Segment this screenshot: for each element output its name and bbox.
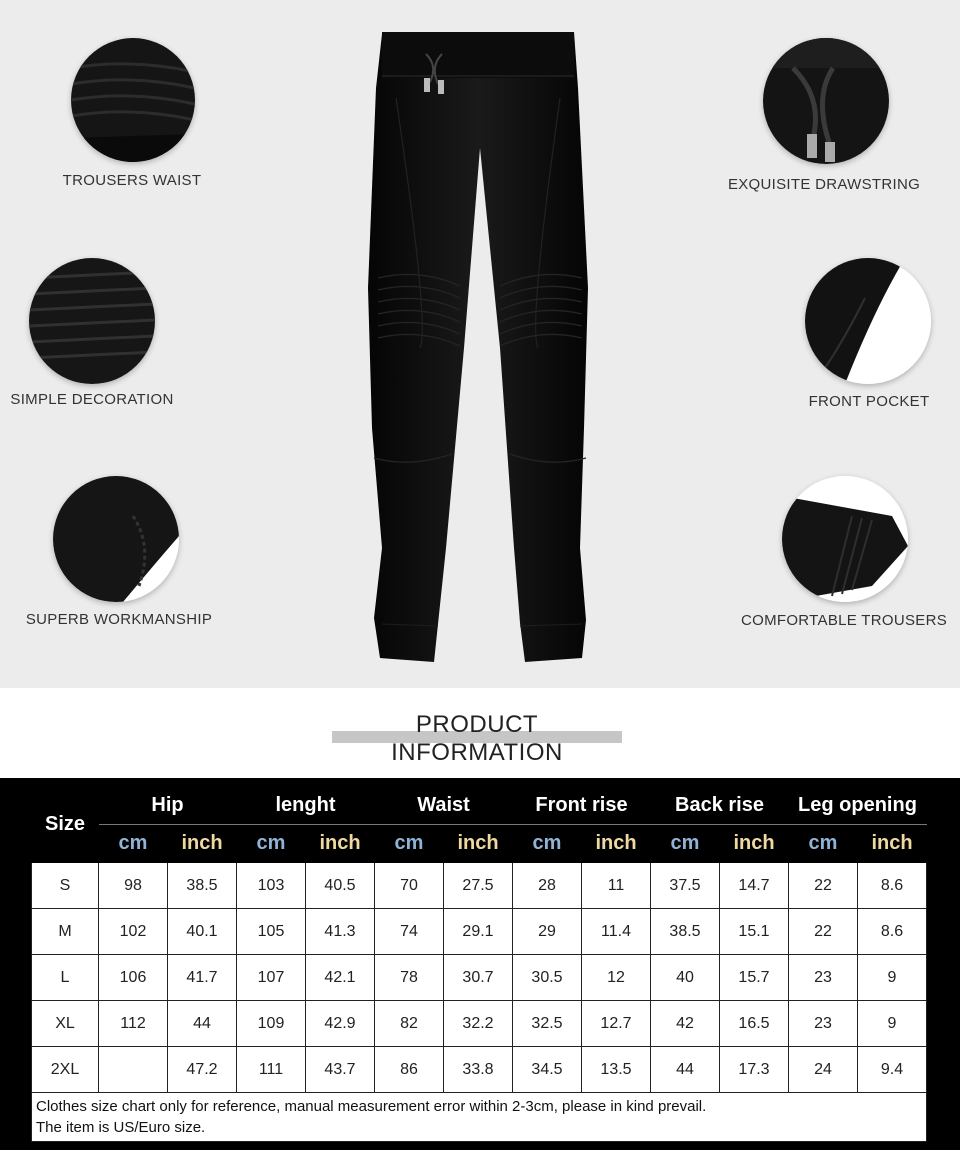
unit-cm: cm <box>375 825 444 863</box>
measurement-cell: 82 <box>375 1001 444 1047</box>
measurement-cell: 15.7 <box>720 955 789 1001</box>
measurement-cell: 9 <box>858 1001 927 1047</box>
unit-cm: cm <box>651 825 720 863</box>
measurement-cell: 86 <box>375 1047 444 1093</box>
unit-inch: inch <box>582 825 651 863</box>
note-row <box>32 1093 927 1142</box>
measurement-cell: 42.1 <box>306 955 375 1001</box>
measurement-cell: 17.3 <box>720 1047 789 1093</box>
size-chart-note <box>32 1093 927 1142</box>
group-header-back-rise: Back rise <box>651 787 789 825</box>
group-header-length: lenght <box>237 787 375 825</box>
measurement-cell: 102 <box>99 909 168 955</box>
size-row-2xl <box>32 1047 927 1093</box>
size-cell: S <box>32 863 99 909</box>
measurement-cell: 23 <box>789 955 858 1001</box>
measurement-cell: 43.7 <box>306 1047 375 1093</box>
measurement-cell: 9 <box>858 955 927 1001</box>
unit-inch: inch <box>168 825 237 863</box>
measurement-cell: 16.5 <box>720 1001 789 1047</box>
measurement-cell: 78 <box>375 955 444 1001</box>
measurement-cell: 98 <box>99 863 168 909</box>
measurement-cell <box>99 1047 168 1093</box>
product-information-title: PRODUCT INFORMATION <box>391 711 563 766</box>
simple-decoration-image <box>29 258 155 384</box>
measurement-cell: 40 <box>651 955 720 1001</box>
drawstring-image <box>763 38 889 164</box>
measurement-cell: 8.6 <box>858 863 927 909</box>
measurement-cell: 22 <box>789 909 858 955</box>
size-row-xl <box>32 1001 927 1047</box>
front-pocket-label: FRONT POCKET <box>808 393 930 410</box>
comfortable-trousers-image <box>782 476 908 602</box>
measurement-cell: 22 <box>789 863 858 909</box>
unit-inch: inch <box>858 825 927 863</box>
unit-inch: inch <box>444 825 513 863</box>
group-header-waist: Waist <box>375 787 513 825</box>
measurement-cell: 29 <box>513 909 582 955</box>
unit-cm: cm <box>513 825 582 863</box>
measurement-cell: 33.8 <box>444 1047 513 1093</box>
measurement-cell: 74 <box>375 909 444 955</box>
size-header: Size <box>32 787 99 863</box>
measurement-cell: 30.5 <box>513 955 582 1001</box>
measurement-cell: 13.5 <box>582 1047 651 1093</box>
measurement-cell: 40.1 <box>168 909 237 955</box>
measurement-cell: 40.5 <box>306 863 375 909</box>
unit-inch: inch <box>306 825 375 863</box>
measurement-cell: 103 <box>237 863 306 909</box>
size-row-s <box>32 863 927 909</box>
measurement-cell: 111 <box>237 1047 306 1093</box>
measurement-cell: 30.7 <box>444 955 513 1001</box>
measurement-cell: 42 <box>651 1001 720 1047</box>
front-pocket-image <box>805 258 931 384</box>
superb-workmanship-image <box>53 476 179 602</box>
measurement-cell: 28 <box>513 863 582 909</box>
unit-cm: cm <box>237 825 306 863</box>
unit-header-row <box>32 825 927 863</box>
measurement-cell: 42.9 <box>306 1001 375 1047</box>
measurement-cell: 44 <box>651 1047 720 1093</box>
measurement-cell: 11 <box>582 863 651 909</box>
measurement-cell: 24 <box>789 1047 858 1093</box>
measurement-cell: 109 <box>237 1001 306 1047</box>
size-chart-panel <box>0 778 960 1150</box>
measurement-cell: 23 <box>789 1001 858 1047</box>
measurement-cell: 34.5 <box>513 1047 582 1093</box>
group-header-row <box>32 787 927 825</box>
measurement-cell: 8.6 <box>858 909 927 955</box>
trousers-image <box>360 28 600 670</box>
note-line-2: The item is US/Euro size. <box>36 1119 206 1136</box>
measurement-cell: 47.2 <box>168 1047 237 1093</box>
simple-decoration-label: SIMPLE DECORATION <box>10 391 174 408</box>
measurement-cell: 105 <box>237 909 306 955</box>
measurement-cell: 41.7 <box>168 955 237 1001</box>
measurement-cell: 112 <box>99 1001 168 1047</box>
size-cell: XL <box>32 1001 99 1047</box>
measurement-cell: 32.5 <box>513 1001 582 1047</box>
measurement-cell: 12.7 <box>582 1001 651 1047</box>
group-header-leg-opening: Leg opening <box>789 787 927 825</box>
measurement-cell: 41.3 <box>306 909 375 955</box>
measurement-cell: 38.5 <box>168 863 237 909</box>
measurement-cell: 107 <box>237 955 306 1001</box>
trousers-waist-label: TROUSERS WAIST <box>62 172 202 189</box>
unit-cm: cm <box>789 825 858 863</box>
size-cell: M <box>32 909 99 955</box>
group-header-hip: Hip <box>99 787 237 825</box>
measurement-cell: 38.5 <box>651 909 720 955</box>
size-cell: L <box>32 955 99 1001</box>
group-header-front-rise: Front rise <box>513 787 651 825</box>
note-line-1: Clothes size chart only for reference, manual measurement error within 2-3cm, please in kind prevail. <box>36 1098 707 1115</box>
measurement-cell: 70 <box>375 863 444 909</box>
unit-cm: cm <box>99 825 168 863</box>
measurement-cell: 27.5 <box>444 863 513 909</box>
drawstring-label: EXQUISITE DRAWSTRING <box>727 176 921 193</box>
measurement-cell: 12 <box>582 955 651 1001</box>
measurement-cell: 15.1 <box>720 909 789 955</box>
unit-inch: inch <box>720 825 789 863</box>
superb-workmanship-label: SUPERB WORKMANSHIP <box>25 611 213 628</box>
size-cell: 2XL <box>32 1047 99 1093</box>
size-chart-table <box>31 786 927 1142</box>
measurement-cell: 14.7 <box>720 863 789 909</box>
measurement-cell: 32.2 <box>444 1001 513 1047</box>
comfortable-trousers-label: COMFORTABLE TROUSERS <box>740 612 948 629</box>
measurement-cell: 44 <box>168 1001 237 1047</box>
measurement-cell: 29.1 <box>444 909 513 955</box>
measurement-cell: 11.4 <box>582 909 651 955</box>
trousers-waist-image <box>71 38 195 162</box>
product-information-heading <box>332 711 622 766</box>
size-row-m <box>32 909 927 955</box>
measurement-cell: 37.5 <box>651 863 720 909</box>
size-row-l <box>32 955 927 1001</box>
measurement-cell: 106 <box>99 955 168 1001</box>
measurement-cell: 9.4 <box>858 1047 927 1093</box>
